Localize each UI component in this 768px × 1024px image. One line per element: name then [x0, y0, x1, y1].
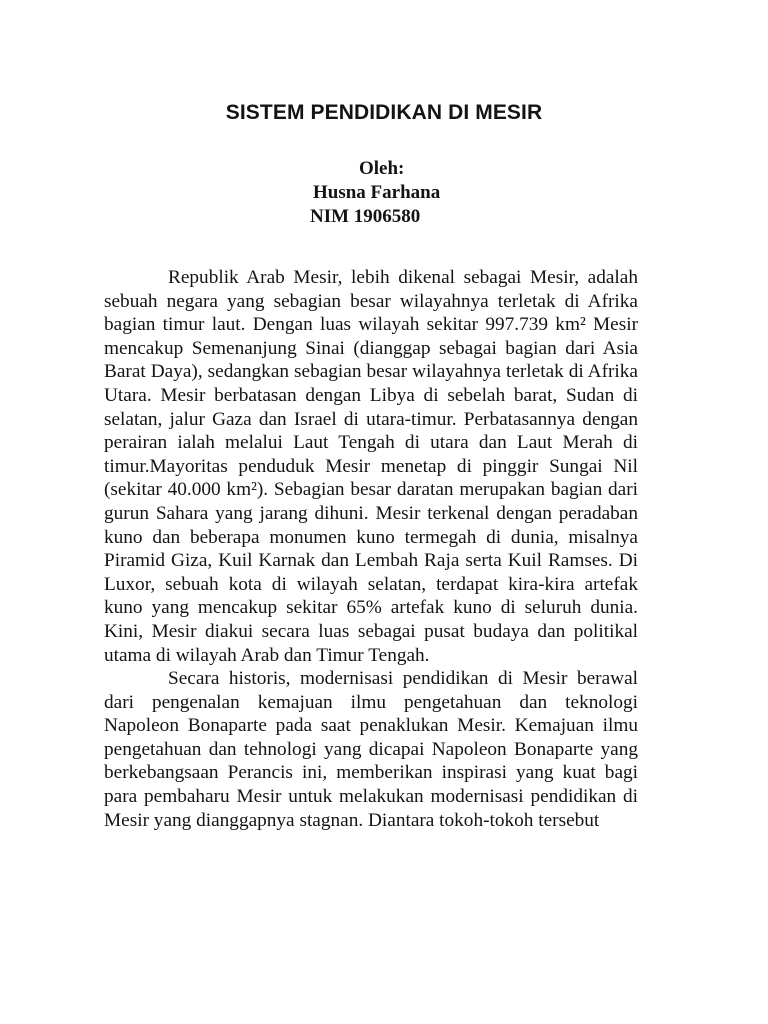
document-body: [104, 266, 638, 832]
paragraph-intro: Republik Arab Mesir, lebih dikenal sebagai Mesir, adalah sebuah negara yang sebagian besar wilayahnya terletak di Afrika bagian timur laut. Dengan luas wilayah sekitar 997.739 km² Mesir mencakup Semenanjung Sinai (dianggap sebagai bagian dari Asia Barat Daya), sedangkan sebagian besar wilayahnya terletak di Afrika Utara. Mesir berbatasan dengan Libya di sebelah barat, Sudan di selatan, jalur Gaza dan Israel di utara-timur. Perbatasannya dengan perairan ialah melalui Laut Tengah di utara dan Laut Merah di timur.Mayoritas penduduk Mesir menetap di pinggir Sungai Nil (sekitar 40.000 km²). Sebagian besar daratan merupakan bagian dari gurun Sahara yang jarang dihuni. Mesir terkenal dengan peradaban kuno dan beberapa monumen kuno termegah di dunia, misalnya Piramid Giza, Kuil Karnak dan Lembah Raja serta Kuil Ramses. Di Luxor, sebuah kota di wilayah selatan, terdapat kira-kira artefak kuno yang mencakup sekitar 65% artefak kuno di seluruh dunia. Kini, Mesir diakui secara luas sebagai pusat budaya dan politikal utama di wilayah Arab dan Timur Tengah.: [104, 267, 638, 666]
author-name: Husna Farhana: [313, 182, 441, 203]
paragraph-history: Secara historis, modernisasi pendidikan di Mesir berawal dari pengenalan kemajuan ilmu pengetahuan dan teknologi Napoleon Bonaparte pada saat penaklukan Mesir. Kemajuan ilmu pengetahuan dan tehnologi yang dicapai Napoleon Bonaparte yang berkebangsaan Perancis ini, memberikan inspirasi yang kuat bagi para pembaharu Mesir untuk melakukan modernisasi pendidikan di Mesir yang dianggapnya stagnan. Diantara tokoh-tokoh tersebut: [104, 668, 638, 831]
byline-label: Oleh:: [359, 158, 405, 179]
author-nim: NIM 1906580: [310, 206, 421, 227]
document-title: SISTEM PENDIDIKAN DI MESIR: [225, 101, 543, 124]
author-byline: [310, 157, 460, 229]
